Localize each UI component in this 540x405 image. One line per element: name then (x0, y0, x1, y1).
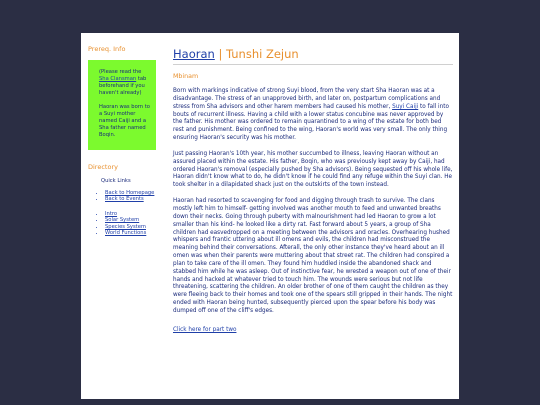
list-item (105, 230, 158, 236)
paragraph-1-start: Born with markings indicative of strong Suyi blood, from the very start Sha Haoran was at a disadvantage. The stress of an unapproved birth, and later on, postpartum complications and stress from Sha advisors and other harem members had caused his mother, (173, 88, 441, 110)
prereq-heading: Prereq. Info (88, 45, 126, 53)
intro-link[interactable]: Intro (105, 210, 118, 217)
prereq-note (99, 69, 150, 97)
world-links-list (88, 211, 158, 237)
title-separator: | (214, 47, 226, 61)
sha-clansman-link[interactable]: Sha Clansman (99, 76, 137, 82)
quick-links-list (88, 190, 158, 203)
title-subname: Tunshi Zejun (225, 47, 299, 61)
part-two-link[interactable]: Click here for part two (173, 326, 237, 333)
species-system-link[interactable]: Species System (105, 223, 146, 230)
paragraph-2: Just passing Haoran's 10th year, his mother succumbed to illness, leaving Haoran without an assured placed within the estate. His father, Boqin, who was previously kept away by Caiji, had ordered Haoran's removal (especially pushed by Sha advisors). Being sequested off his whole life, Haoran didn't know what to do, he didn't know if he could find any refuge within the Suyi clan. He took shelter in a dilapidated shack just on the outskirts of the town instead. (173, 150, 453, 189)
prereq-note-suffix: tab beforehand if you haven't already) (99, 76, 147, 96)
quick-links-label: Quick Links (101, 178, 131, 184)
haoran-title-link[interactable]: Haoran (173, 47, 215, 61)
back-to-events-link[interactable]: Back to Events (105, 196, 144, 203)
solar-system-link[interactable]: Solar System (105, 217, 140, 224)
suyi-caiji-link[interactable]: Suyi Caiji (392, 103, 419, 110)
world-functions-link[interactable]: World Functions (105, 230, 147, 237)
paragraph-1 (173, 88, 453, 143)
prereq-note-prefix: (Please read the (99, 69, 142, 75)
main-article (173, 47, 453, 335)
prereq-info-box (88, 60, 156, 150)
prereq-parents-note: Haoran was born to a Suyi mother named Caiji and a Sha father named Boqin. (99, 104, 150, 138)
list-item (105, 196, 158, 202)
content-panel (81, 33, 459, 399)
back-to-homepage-link[interactable]: Back to Homepage (105, 190, 155, 196)
paragraph-1-end: to fall into bouts of recurrent illness. Having a child with a lower status concubine was never approved by the father. His mother was ordered to remain quarantined to a wing of the estate for both bed rest and punishment. Being confined to the wing, Haoran's world was very small. The only thing ensuring Haoran's security was his mother. (173, 103, 449, 142)
title-divider (173, 64, 453, 65)
paragraph-3: Haoran had resorted to scavenging for food and digging through trash to survive. The clans mostly left him to himself- getting involved was another mouth to feed and unwanted breaths down their necks. Going through puberty with malnourishment had led Haoran to grow a lot smaller than his kind- he looked like a dirty rat. Fast forward about 5 years, a group of Sha children had easvedropped on a meeting between the advisors and oracles. Overhearing hushed whispers and frantic uttering about ill omens and evils, the children had misconstrued the meaning behind their conversations. Afterall, the only other instance they've heard about an ill omen was when their parents were muttering about that street rat. The children had conspired a plan to take care of the ill omen. They found him huddled inside the abandoned shack and stabbed him while he was asleep. Out of instinctive fear, he wrested a weapon out of one of their hands and hacked at whatever tried to touch him. The wounds were serious but not life threatening, scattering the children. An older brother of one of them caught the children as they were fleeing back to their homes and took one of the spears still gripped in their hands. The night ended with Haoran being hunted, subsequently pierced upon the spear before his body was dumped off one of the cliff's edges. (173, 198, 453, 314)
sidebar (88, 45, 158, 236)
section-subheading: Mbinam (173, 73, 199, 80)
directory-heading: Directory (88, 163, 118, 171)
page-title (173, 47, 453, 61)
